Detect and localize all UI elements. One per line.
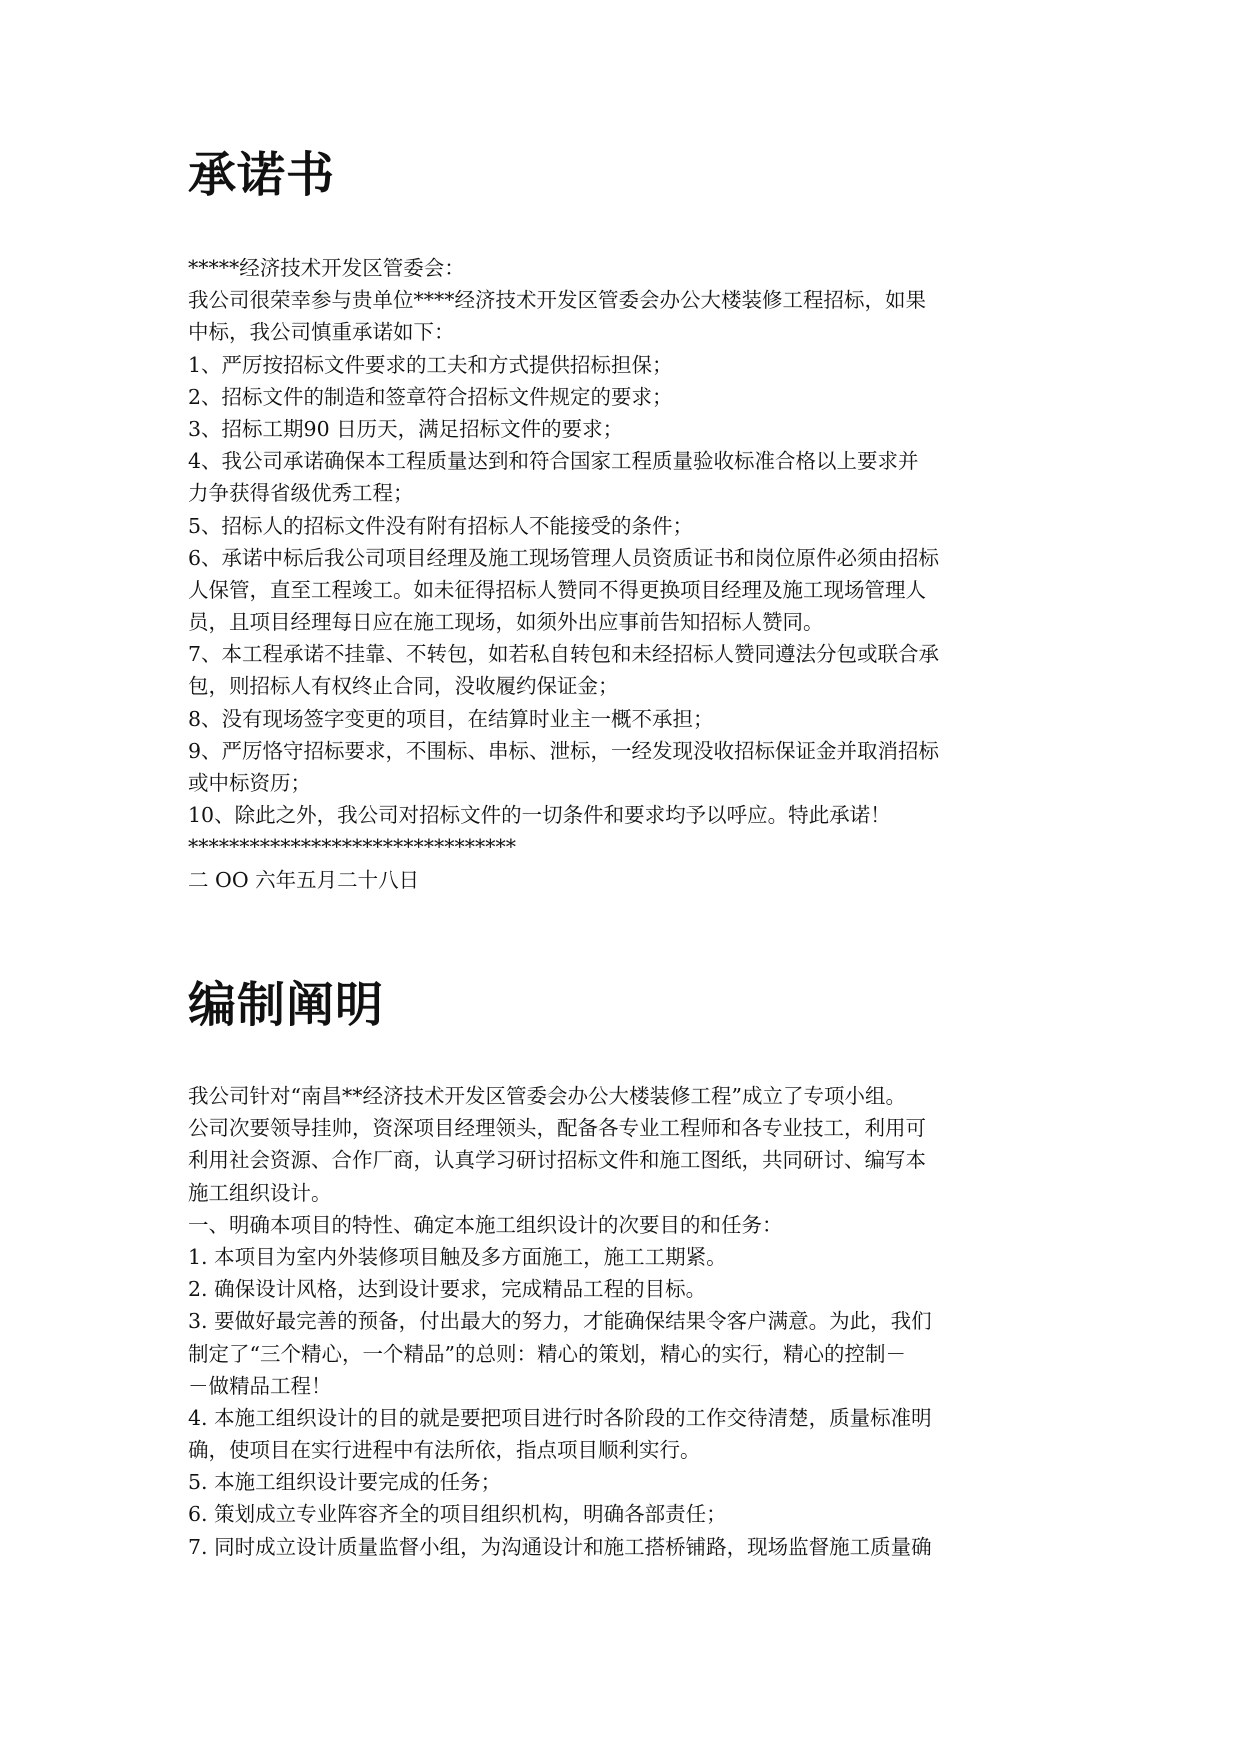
paragraph-line: 我公司针对“南昌**经济技术开发区管委会办公大楼装修工程”成立了专项小组。 <box>188 1084 906 1108</box>
commitment-body <box>188 252 1088 896</box>
paragraph-line: 5、招标人的招标文件没有附有招标人不能接受的条件； <box>188 513 694 538</box>
paragraph-line: 2、招标文件的制造和签章符合招标文件规定的要求； <box>188 384 673 409</box>
paragraph-line: 施工组织设计。 <box>188 1180 332 1205</box>
paragraph-line: 利用社会资源、合作厂商，认真学习研讨招标文件和施工图纸，共同研讨、编写本 <box>188 1148 926 1173</box>
date-line: 二 OO 六年五月二十八日 <box>188 867 420 892</box>
signature-line: ******************************** <box>188 835 516 860</box>
paragraph-line: 一、明确本项目的特性、确定本施工组织设计的次要目的和任务： <box>188 1212 783 1237</box>
paragraph-line: 2. 确保设计风格，达到设计要求，完成精品工程的目标。 <box>188 1277 707 1302</box>
paragraph-line: 我公司很荣幸参与贵单位****经济技术开发区管委会办公大楼装修工程招标，如果 <box>188 288 926 313</box>
paragraph-line: 员，且项目经理每日应在施工现场，如须外出应事前告知招标人赞同。 <box>188 610 824 635</box>
paragraph-line: 6. 策划成立专业阵容齐全的项目组织机构，明确各部责任； <box>188 1502 727 1527</box>
paragraph-line: 中标，我公司慎重承诺如下： <box>188 320 455 345</box>
paragraph-line: 包，则招标人有权终止合同，没收履约保证金； <box>188 674 619 699</box>
paragraph-line: 6、承诺中标后我公司项目经理及施工现场管理人员资质证书和岗位原件必须由招标 <box>188 545 940 570</box>
paragraph-line: 4、我公司承诺确保本工程质量达到和符合国家工程质量验收标准合格以上要求并 <box>188 449 919 474</box>
paragraph-line: 9、严厉恪守招标要求，不围标、串标、泄标，一经发现没收招标保证金并取消招标 <box>188 738 940 763</box>
paragraph-line: *****经济技术开发区管委会： <box>188 256 465 280</box>
paragraph-line: 公司次要领导挂帅，资深项目经理领头，配备各专业工程师和各专业技工，利用可 <box>188 1116 926 1141</box>
paragraph-line: 7. 同时成立设计质量监督小组，为沟通设计和施工搭桥铺路，现场监督施工质量确 <box>188 1534 932 1559</box>
section-title-preparation-notes: 编制阐明 <box>188 977 385 1033</box>
paragraph-line: 1. 本项目为室内外装修项目触及多方面施工，施工工期紧。 <box>188 1244 727 1269</box>
paragraph-line: 7、本工程承诺不挂靠、不转包，如若私自转包和未经招标人赞同遵法分包或联合承 <box>188 642 940 667</box>
paragraph-line: 4. 本施工组织设计的目的就是要把项目进行时各阶段的工作交待清楚，质量标准明 <box>188 1405 932 1430</box>
section-title-commitment: 承诺书 <box>188 147 336 203</box>
paragraph-line: 确，使项目在实行进程中有法所依，指点项目顺利实行。 <box>188 1438 701 1463</box>
paragraph-line: 1、严厉按招标文件要求的工夫和方式提供招标担保； <box>188 352 673 377</box>
paragraph-line: 或中标资历； <box>188 771 311 795</box>
paragraph-line: 5. 本施工组织设计要完成的任务； <box>188 1470 502 1495</box>
paragraph-line: 人保管，直至工程竣工。如未征得招标人赞同不得更换项目经理及施工现场管理人 <box>188 577 926 602</box>
preparation-notes-body <box>188 1080 1088 1563</box>
paragraph-line: －做精品工程！ <box>188 1373 332 1398</box>
paragraph-line: 8、没有现场签字变更的项目，在结算时业主一概不承担； <box>188 706 714 731</box>
paragraph-line: 10、除此之外，我公司对招标文件的一切条件和要求均予以呼应。特此承诺！ <box>188 803 891 828</box>
paragraph-line: 制定了“三个精心，一个精品”的总则：精心的策划，精心的实行，精心的控制－ <box>188 1341 906 1366</box>
paragraph-line: 3、招标工期90 日历天，满足招标文件的要求； <box>188 416 624 441</box>
paragraph-line: 力争获得省级优秀工程； <box>188 481 414 506</box>
paragraph-line: 3. 要做好最完善的预备，付出最大的努力，才能确保结果令客户满意。为此，我们 <box>188 1309 932 1334</box>
